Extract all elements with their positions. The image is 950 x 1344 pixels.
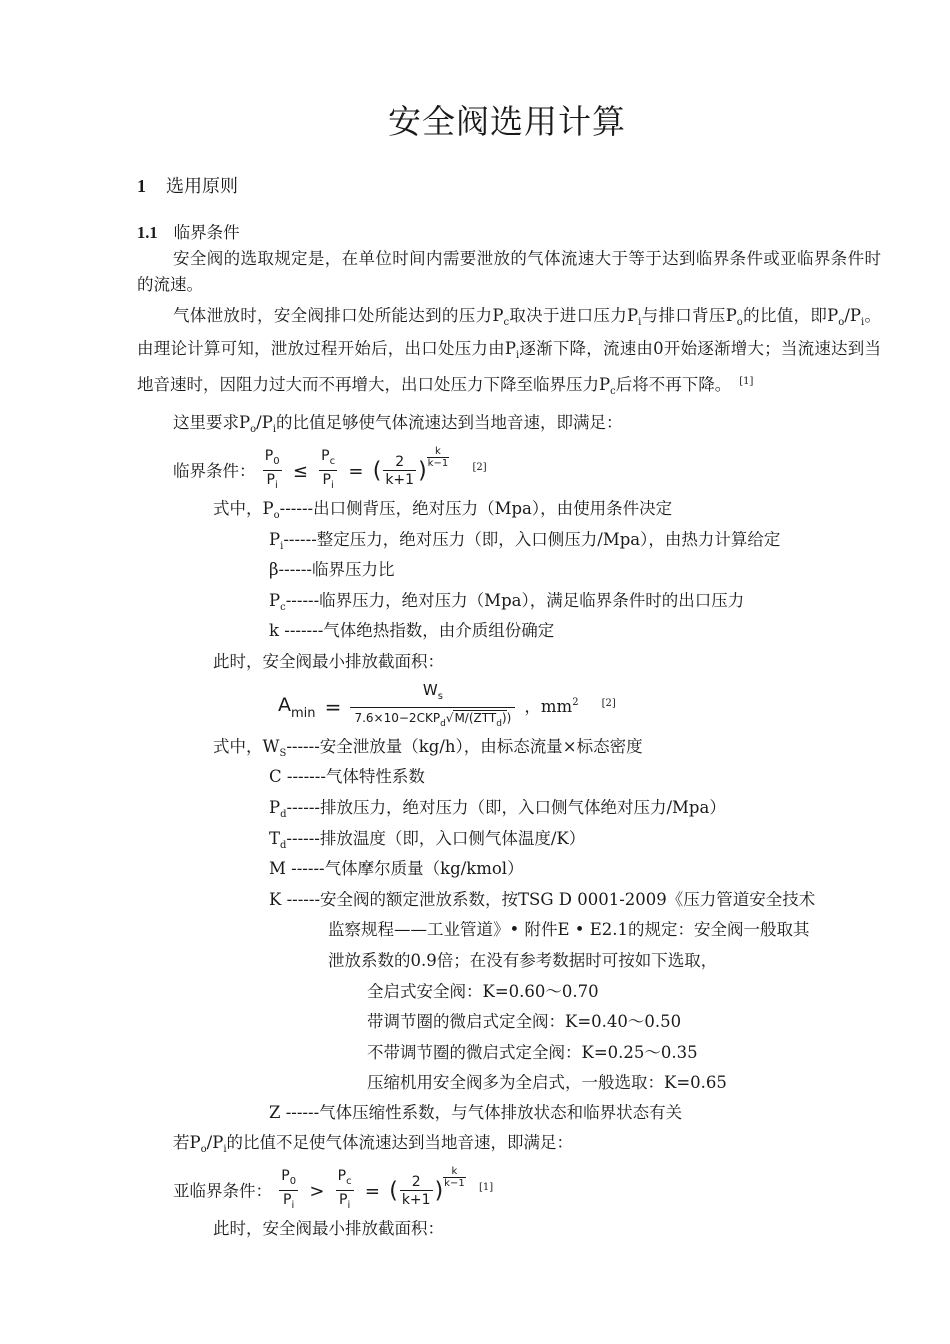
- definition-k2-line1: K ------安全阀的额定泄放系数，按TSG D 0001-2009《压力管道安全技术: [269, 890, 816, 909]
- k-option-4: 压缩机用安全阀多为全启式，一般选取：K=0.65: [367, 1073, 727, 1092]
- definition-k: k -------气体绝热指数，由介质组份确定: [269, 621, 555, 640]
- definition-z: Z ------气体压缩性系数，与气体排放状态和临界状态有关: [269, 1103, 683, 1122]
- paragraph-1: 安全阀的选取规定是，在单位时间内需要泄放的气体流速大于等于达到临界条件或亚临界条件时的流速。: [137, 249, 881, 294]
- definition-pc: $P_c------$临界压力，绝对压力（Mpa），满足临界条件时的出口压力: [269, 591, 745, 613]
- critical-condition-formula: 临界条件： $\frac{P_0}{P_i}$ ≤ $\frac{P_c}{P_i}$ = ( $\frac{2}{k+1}$ ) $\frac{k}{k-1}$ [2]: [173, 446, 487, 491]
- min-area-formula: $A_{min}$ = $W_s$ $7.6\times 10-2CKP_d√M/(ZTT_d)$) ，$mm^2$ [2]: [278, 681, 616, 729]
- k-option-1: 全启式安全阀：K=0.60～0.70: [367, 982, 599, 1001]
- min-area-intro: 此时，安全阀最小排放截面积：: [213, 652, 444, 671]
- paragraph-3: 这里要求$P_o/P_i$的比值足够使气体流速达到当地音速，即满足：: [173, 413, 623, 435]
- definition-pd: $P_d------$排放压力，绝对压力（即，入口侧气体绝对压力/Mpa）: [269, 798, 726, 820]
- section-heading-1: [137, 172, 238, 198]
- section-number: 1: [137, 176, 146, 196]
- paragraph-2: 气体泄放时，安全阀排口处所能达到的压力$P_c$取决于进口压力$P_i$与排口背压$P_o$的比值，即$P_o/P_i$。由理论计算可知，泄放过程开始后，出口处压力由$P_i$逐渐下降，流速由0开始逐渐增大；当流速达到当地音速时，因阻力过大而不再增大，出口处压力下降至临界压力$P_c$后将不再下降。 [1]: [137, 306, 881, 397]
- k-option-2: 带调节圈的微启式定全阀：K=0.40～0.50: [367, 1012, 682, 1031]
- section-heading-1-1: [137, 219, 240, 243]
- subsection-title: 临界条件: [173, 223, 240, 242]
- section-title: 选用原则: [166, 176, 238, 197]
- definition-k2-line2: 监察规程——工业管道》• 附件E • E2.1的规定：安全阀一般取其: [328, 920, 810, 939]
- subsection-number: 1.1: [137, 223, 158, 242]
- definition-m: M ------气体摩尔质量（kg/kmol）: [269, 859, 524, 878]
- definition-k2-line3: 泄放系数的0.9倍；在没有参考数据时可按如下选取，: [328, 951, 718, 970]
- citation: [1]: [739, 376, 754, 387]
- definition-td: $T_d------$排放温度（即，入口侧气体温度/K）: [269, 829, 586, 851]
- min-area-intro-2: 此时，安全阀最小排放截面积：: [213, 1219, 444, 1238]
- definition-beta: β------临界压力比: [269, 560, 395, 579]
- paragraph-4: 若$P_o/P_i$的比值不足使气体流速达到当地音速，即满足：: [173, 1133, 574, 1155]
- document-title: 安全阀选用计算: [388, 102, 626, 141]
- definition-ws: 式中，$W_S------$安全泄放量（kg/h），由标态流量×标态密度: [213, 737, 643, 759]
- k-option-3: 不带调节圈的微启式定全阀：K=0.25～0.35: [367, 1043, 698, 1062]
- definition-pi: $P_i------$整定压力，绝对压力（即，入口侧压力/Mpa），由热力计算给定: [269, 530, 781, 552]
- definition-c: C -------气体特性系数: [269, 767, 425, 786]
- subcritical-condition-formula: 亚临界条件： $\frac{P_0}{P_i}$ > $\frac{P_c}{P_i}$ = ( $\frac{2}{k+1}$ ) $\frac{k}{k-1}$ [1]: [173, 1166, 494, 1211]
- definition-po: 式中，$P_o------$出口侧背压，绝对压力（Mpa），由使用条件决定: [213, 499, 673, 521]
